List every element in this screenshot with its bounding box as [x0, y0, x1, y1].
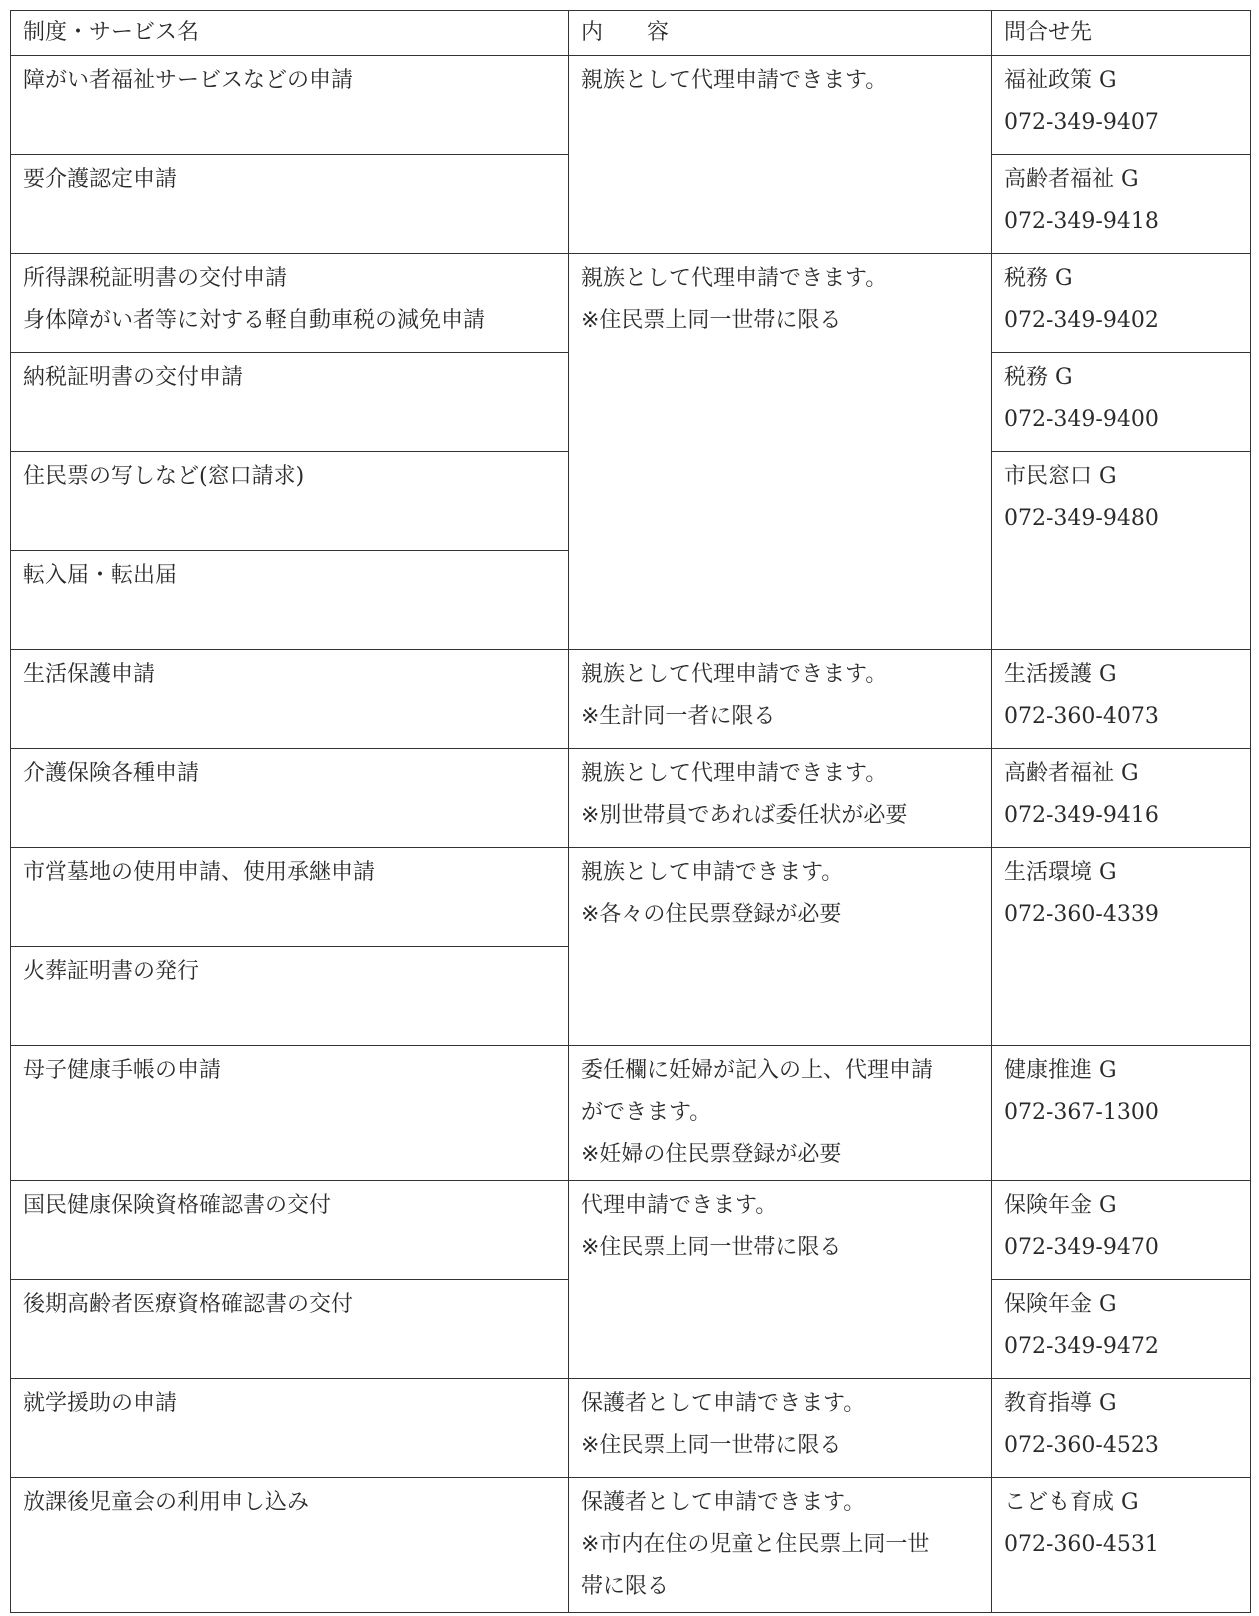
service-name-cell: 後期高齢者医療資格確認書の交付: [11, 1280, 569, 1379]
contact-cell: 税務 G 072-349-9400: [992, 353, 1251, 452]
service-name-cell: 納税証明書の交付申請: [11, 353, 569, 452]
contact-cell: 保険年金 G 072-349-9472: [992, 1280, 1251, 1379]
service-name-cell: 要介護認定申請: [11, 155, 569, 254]
service-name-cell: 国民健康保険資格確認書の交付: [11, 1181, 569, 1280]
service-name-cell: 介護保険各種申請: [11, 749, 569, 848]
content-cell: 親族として代理申請できます。 ※別世帯員であれば委任状が必要: [569, 749, 992, 848]
contact-cell: 税務 G 072-349-9402: [992, 254, 1251, 353]
contact-cell: 生活環境 G 072-360-4339: [992, 848, 1251, 1046]
contact-cell: 健康推進 G 072-367-1300: [992, 1046, 1251, 1181]
contact-cell: 生活援護 G 072-360-4073: [992, 650, 1251, 749]
service-name-cell: 放課後児童会の利用申し込み: [11, 1478, 569, 1613]
header-service-name: 制度・サービス名: [11, 11, 569, 56]
content-cell: 代理申請できます。 ※住民票上同一世帯に限る: [569, 1181, 992, 1379]
contact-cell: 高齢者福祉 G 072-349-9416: [992, 749, 1251, 848]
content-cell: 親族として代理申請できます。: [569, 56, 992, 254]
content-cell: 委任欄に妊婦が記入の上、代理申請 ができます。 ※妊婦の住民票登録が必要: [569, 1046, 992, 1181]
contact-cell: こども育成 G 072-360-4531: [992, 1478, 1251, 1613]
service-name-cell: 転入届・転出届: [11, 551, 569, 650]
table-row: [11, 1478, 1251, 1613]
content-cell: 保護者として申請できます。 ※住民票上同一世帯に限る: [569, 1379, 992, 1478]
table-row: [11, 848, 1251, 947]
service-name-cell: 就学援助の申請: [11, 1379, 569, 1478]
content-cell: 親族として代理申請できます。 ※住民票上同一世帯に限る: [569, 254, 992, 650]
table-row: [11, 254, 1251, 353]
content-cell: 保護者として申請できます。 ※市内在住の児童と住民票上同一世 帯に限る: [569, 1478, 992, 1613]
service-name-cell: 障がい者福祉サービスなどの申請: [11, 56, 569, 155]
service-name-cell: 住民票の写しなど(窓口請求): [11, 452, 569, 551]
contact-cell: 市民窓口 G 072-349-9480: [992, 452, 1251, 650]
content-cell: 親族として代理申請できます。 ※生計同一者に限る: [569, 650, 992, 749]
table-row: [11, 1379, 1251, 1478]
service-name-cell: 火葬証明書の発行: [11, 947, 569, 1046]
table-row: [11, 56, 1251, 155]
table-row: [11, 1181, 1251, 1280]
header-content: 内 容: [569, 11, 992, 56]
table-row: [11, 749, 1251, 848]
contact-cell: 高齢者福祉 G 072-349-9418: [992, 155, 1251, 254]
service-name-cell: 生活保護申請: [11, 650, 569, 749]
service-name-cell: 所得課税証明書の交付申請 身体障がい者等に対する軽自動車税の減免申請: [11, 254, 569, 353]
contact-cell: 保険年金 G 072-349-9470: [992, 1181, 1251, 1280]
contact-cell: 教育指導 G 072-360-4523: [992, 1379, 1251, 1478]
service-name-cell: 市営墓地の使用申請、使用承継申請: [11, 848, 569, 947]
contact-cell: 福祉政策 G 072-349-9407: [992, 56, 1251, 155]
content-cell: 親族として申請できます。 ※各々の住民票登録が必要: [569, 848, 992, 1046]
proxy-application-table: [10, 10, 1251, 1613]
service-name-cell: 母子健康手帳の申請: [11, 1046, 569, 1181]
header-contact: 問合せ先: [992, 11, 1251, 56]
table-row: [11, 1046, 1251, 1181]
table-row: [11, 650, 1251, 749]
table-header-row: [11, 11, 1251, 56]
